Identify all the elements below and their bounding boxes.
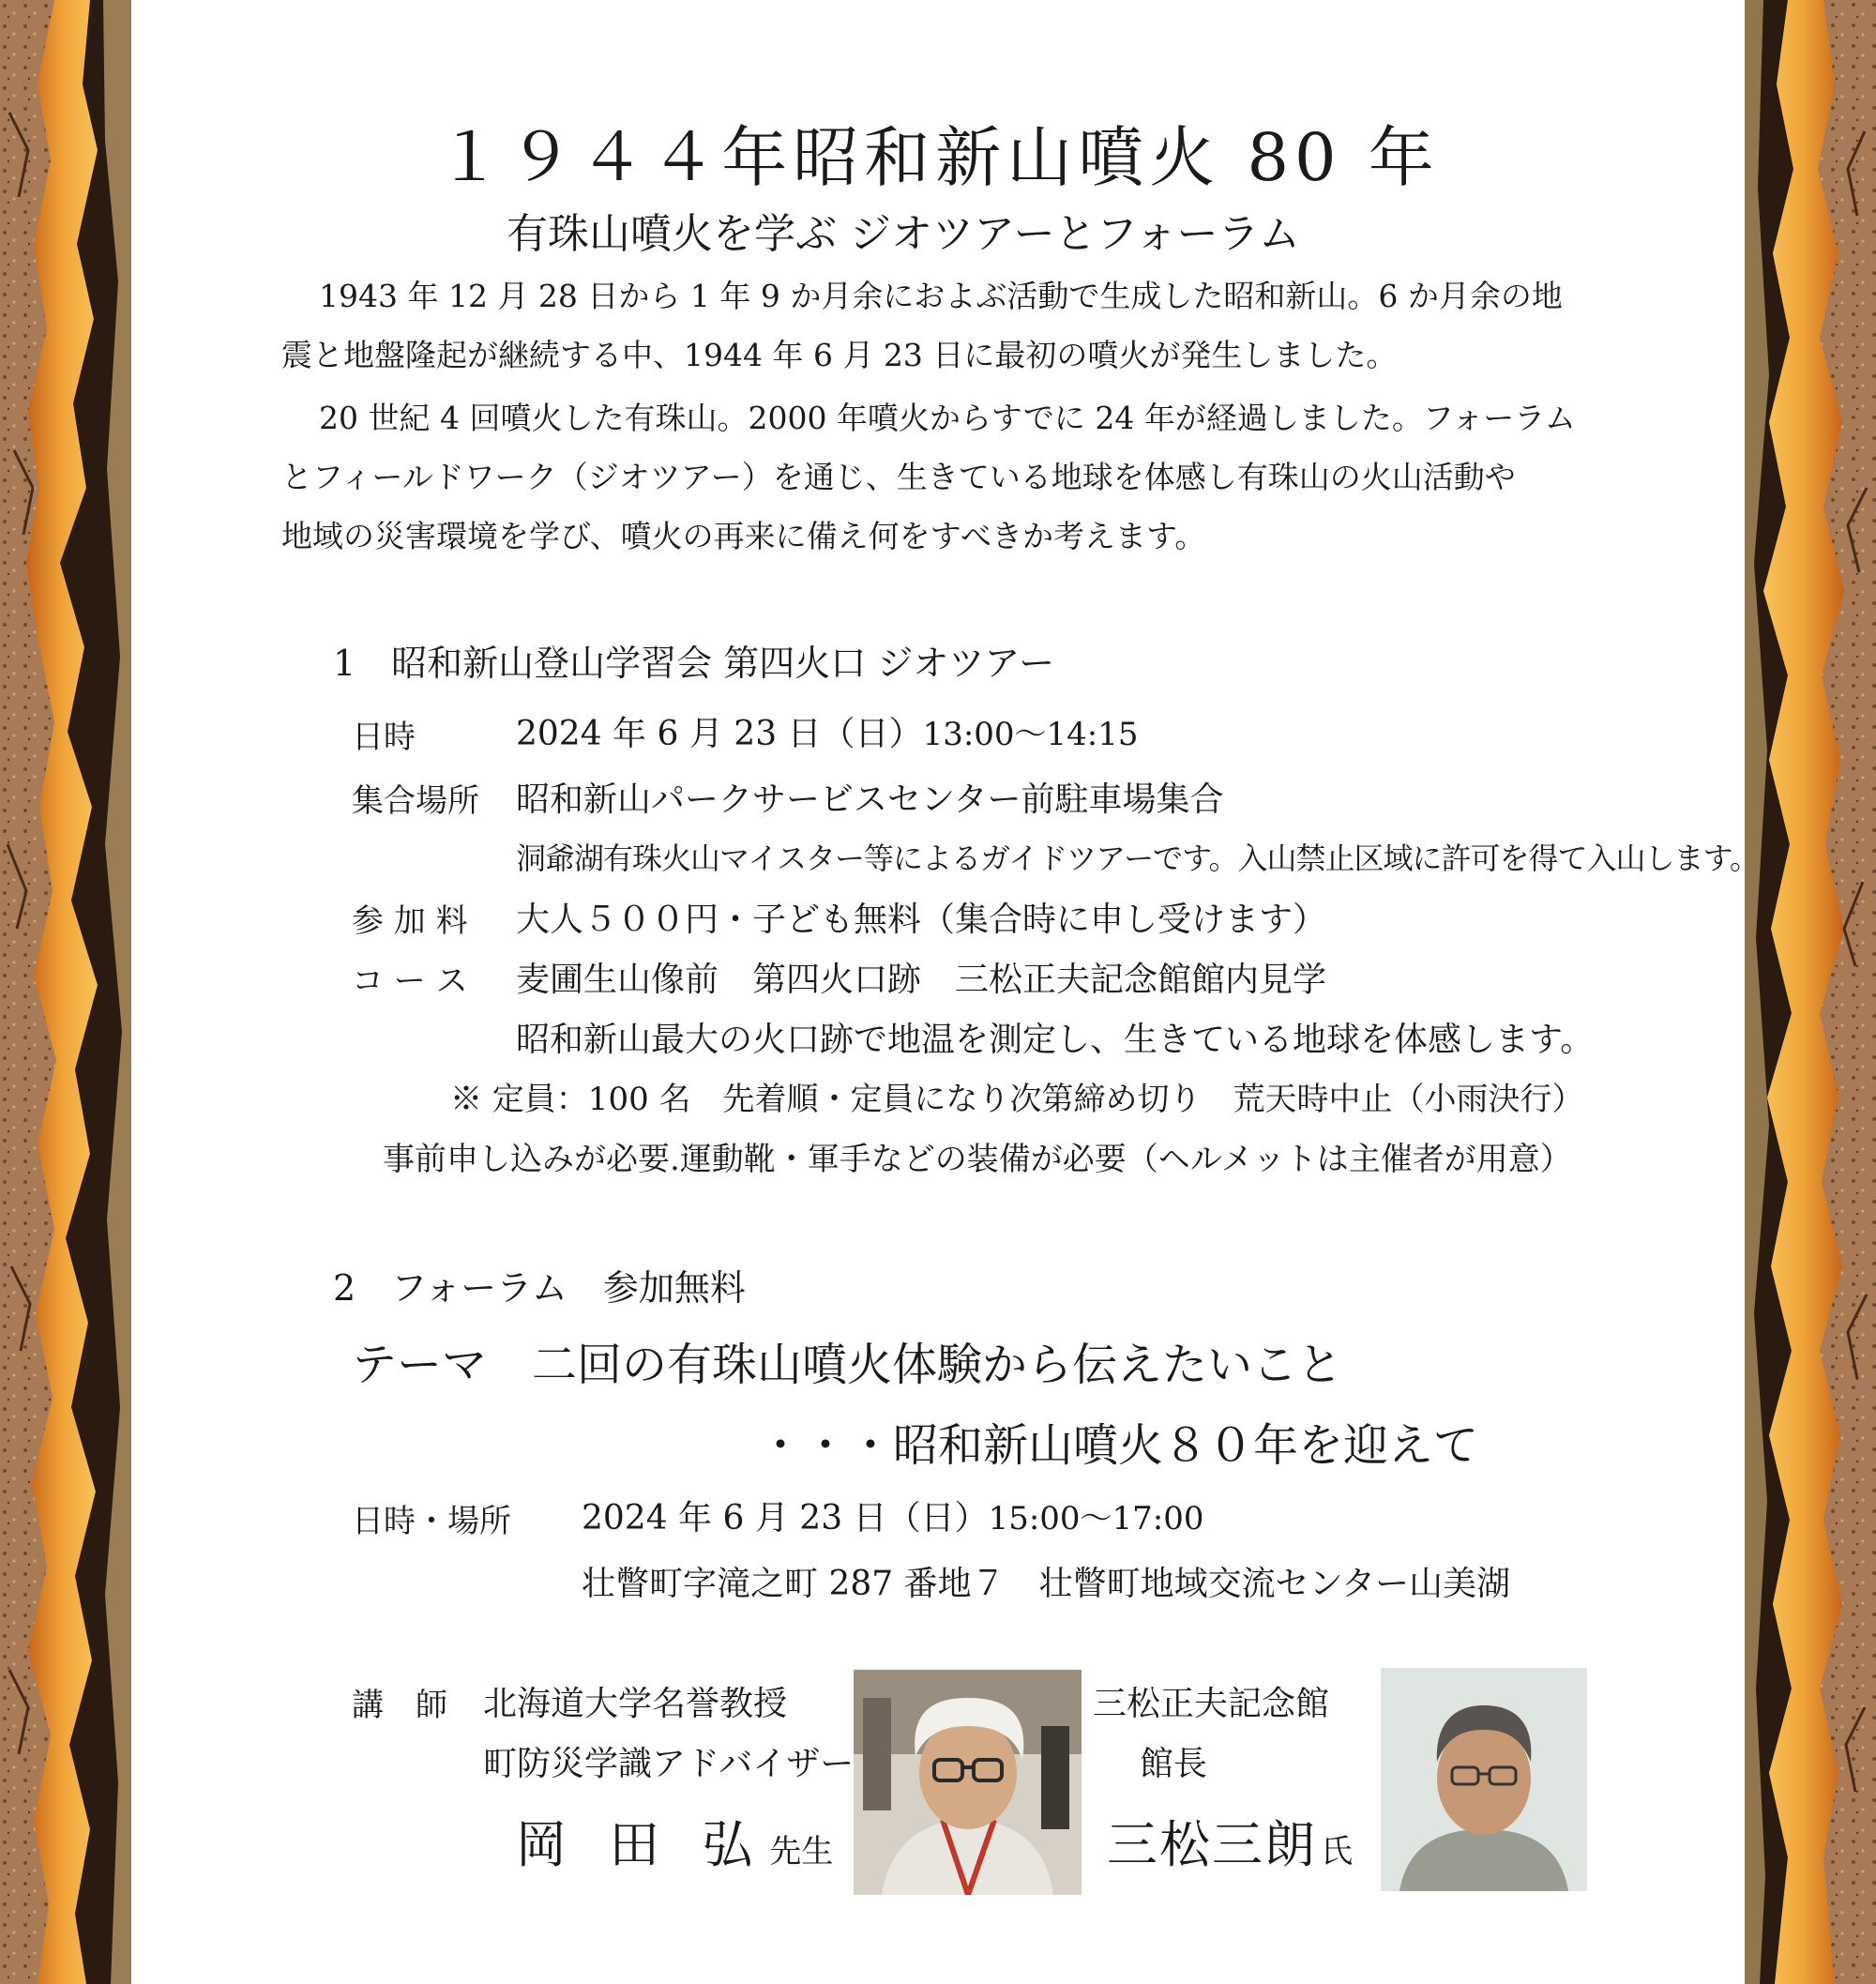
speakers-label: 講 師	[352, 1687, 447, 1724]
speaker1-name-line	[516, 1805, 833, 1877]
section1-notice-1: ※ 定員：100 名 先着順・定員になり次第締め切り 荒天時中止（小雨決行）	[450, 1081, 1584, 1118]
speaker2-affiliation1: 三松正夫記念館	[1093, 1685, 1330, 1723]
speaker2-affiliation2: 館長	[1140, 1745, 1208, 1783]
speaker1-affiliation1: 北海道大学名誉教授	[483, 1685, 788, 1723]
intro-line-4: とフィールドワーク（ジオツアー）を通じ、生きている地球を体感し有珠山の火山活動や	[281, 459, 1516, 495]
speaker2-name-line	[1107, 1805, 1353, 1877]
section1-fee-label: 参 加 料	[352, 902, 468, 940]
section2-theme-line2: ・・・昭和新山噴火８０年を迎えて	[758, 1419, 1479, 1472]
section2-datetime-value	[582, 1492, 1204, 1539]
section1-course-value: 麦圃生山像前 第四火口跡 三松正夫記念館館内見学	[516, 961, 1327, 999]
speaker2-name: 三松三朗	[1107, 1815, 1317, 1874]
section1-meeting-label: 集合場所	[352, 782, 479, 820]
section2-datetime-label: 日時・場所	[352, 1503, 511, 1540]
section2-theme-line1: テーマ 二回の有珠山噴火体験から伝えたいこと	[352, 1339, 1343, 1391]
subtitle: 有珠山噴火を学ぶ ジオツアーとフォーラム	[507, 210, 1301, 258]
section2-date: 2024 年 6 月 23 日（日）	[582, 1499, 989, 1537]
main-title: １９４４年昭和新山噴火 80 年	[436, 119, 1440, 196]
speaker1-name: 岡 田 弘	[516, 1815, 766, 1874]
section1-datetime-value	[516, 707, 1139, 755]
speaker1-photo	[854, 1670, 1082, 1895]
speaker2-photo	[1381, 1668, 1587, 1891]
section1-datetime-label: 日時	[352, 719, 416, 756]
intro-line-5: 地域の災害環境を学び、噴火の再来に備え何をすべきか考えます。	[281, 518, 1206, 554]
intro-line-3: 20 世紀 4 回噴火した有珠山。2000 年噴火からすでに 24 年が経過しました。フォーラム	[319, 400, 1576, 436]
section2-venue: 壮瞥町字滝之町 287 番地７ 壮瞥町地域交流センター山美湖	[582, 1565, 1511, 1603]
speaker1-suffix: 先生	[769, 1833, 834, 1870]
speaker1-affiliation2: 町防災学識アドバイザー	[483, 1745, 855, 1783]
section2-time: 15:00～17:00	[988, 1500, 1204, 1537]
section1-meeting-value: 昭和新山パークサービスセンター前駐車場集合	[516, 780, 1224, 819]
section1-heading: 1 昭和新山登山学習会 第四火口 ジオツアー	[333, 643, 1055, 684]
section1-meeting-note: 洞爺湖有珠火山マイスター等によるガイドツアーです。入山禁止区域に許可を得て入山します。	[516, 841, 1760, 876]
speaker2-suffix: 氏	[1321, 1833, 1353, 1870]
intro-line-2: 震と地盤隆起が継続する中、1944 年 6 月 23 日に最初の噴火が発生しました。	[281, 337, 1398, 373]
section1-notice-2: 事前申し込みが必要.運動靴・軍手などの装備が必要（ヘルメットは主催者が用意）	[383, 1141, 1572, 1178]
section1-course-note: 昭和新山最大の火口跡で地温を測定し、生きている地球を体感します。	[516, 1021, 1595, 1059]
section1-course-label: コ ー ス	[352, 962, 468, 1000]
section2-heading: 2 フォーラム 参加無料	[333, 1267, 746, 1309]
section1-fee-value: 大人５００円・子ども無料（集合時に申し受けます）	[516, 901, 1327, 939]
intro-line-1: 1943 年 12 月 28 日から 1 年 9 か月余におよぶ活動で生成した昭和新山。6 か月余の地	[319, 278, 1563, 314]
section1-time: 13:00～14:15	[922, 716, 1139, 753]
section1-date: 2024 年 6 月 23 日（日）	[516, 715, 923, 753]
